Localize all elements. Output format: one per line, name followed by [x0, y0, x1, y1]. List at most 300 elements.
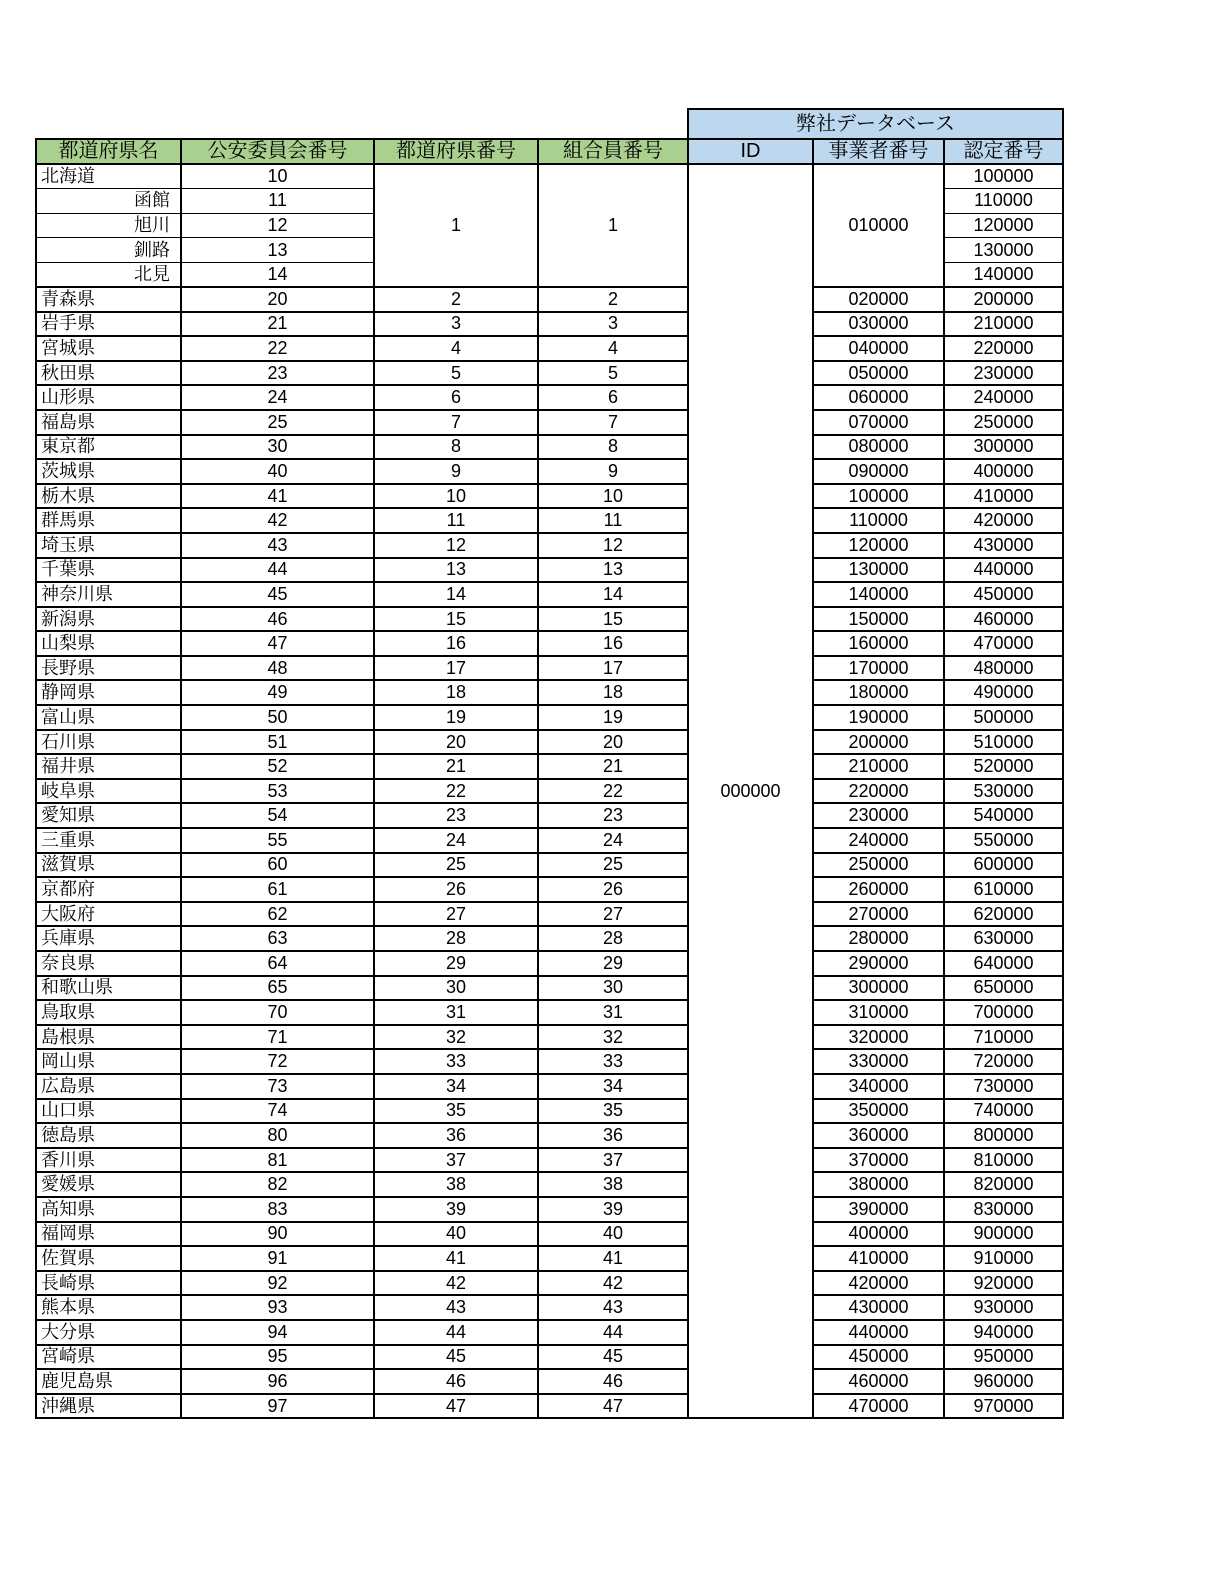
- prefecture-name-cell: 茨城県: [36, 459, 181, 484]
- police-commission-number-cell: 91: [181, 1246, 374, 1271]
- prefecture-number-cell: 4: [374, 336, 538, 361]
- prefecture-name-cell: 新潟県: [36, 607, 181, 632]
- table-row: [36, 1049, 1063, 1074]
- table-row: [36, 558, 1063, 583]
- col-header-prefecture-name: 都道府県名: [36, 139, 181, 164]
- prefecture-name-cell: 北見: [36, 262, 181, 287]
- table-row: [36, 1099, 1063, 1124]
- police-commission-number-cell: 21: [181, 312, 374, 337]
- business-number-cell: 140000: [813, 582, 944, 607]
- prefecture-name-cell: 沖縄県: [36, 1394, 181, 1419]
- table-row: [36, 1345, 1063, 1370]
- police-commission-number-cell: 70: [181, 1000, 374, 1025]
- prefecture-name-cell: 京都府: [36, 877, 181, 902]
- member-number-cell: 34: [538, 1074, 688, 1099]
- table-row: [36, 1074, 1063, 1099]
- police-commission-number-cell: 49: [181, 680, 374, 705]
- police-commission-number-cell: 44: [181, 558, 374, 583]
- table-row: [36, 508, 1063, 533]
- member-number-cell: 41: [538, 1246, 688, 1271]
- prefecture-name-cell: 神奈川県: [36, 582, 181, 607]
- business-number-cell: 220000: [813, 779, 944, 804]
- police-commission-number-cell: 71: [181, 1025, 374, 1050]
- police-commission-number-cell: 12: [181, 213, 374, 238]
- prefecture-number-cell: 42: [374, 1271, 538, 1296]
- business-number-cell: 300000: [813, 976, 944, 1001]
- business-number-cell: 320000: [813, 1025, 944, 1050]
- col-header-police-commission-number: 公安委員会番号: [181, 139, 374, 164]
- member-number-cell: 4: [538, 336, 688, 361]
- prefecture-number-cell: 14: [374, 582, 538, 607]
- member-number-cell: 8: [538, 435, 688, 460]
- member-number-cell: 2: [538, 287, 688, 312]
- member-number-cell: 36: [538, 1123, 688, 1148]
- certification-number-cell: 500000: [944, 705, 1063, 730]
- prefecture-number-cell: 31: [374, 1000, 538, 1025]
- col-header-business-number: 事業者番号: [813, 139, 944, 164]
- certification-number-cell: 420000: [944, 508, 1063, 533]
- member-number-cell: 9: [538, 459, 688, 484]
- prefecture-name-cell: 秋田県: [36, 361, 181, 386]
- police-commission-number-cell: 93: [181, 1295, 374, 1320]
- table-row: [36, 533, 1063, 558]
- prefecture-number-cell: 41: [374, 1246, 538, 1271]
- table-row: [36, 582, 1063, 607]
- table-row: [36, 1222, 1063, 1247]
- business-number-cell: 390000: [813, 1197, 944, 1222]
- prefecture-number-cell: 18: [374, 680, 538, 705]
- certification-number-cell: 640000: [944, 951, 1063, 976]
- prefecture-name-cell: 埼玉県: [36, 533, 181, 558]
- business-number-cell: 380000: [813, 1172, 944, 1197]
- business-number-cell: 350000: [813, 1099, 944, 1124]
- prefecture-number-cell: 27: [374, 902, 538, 927]
- police-commission-number-cell: 46: [181, 607, 374, 632]
- prefecture-number-cell: 19: [374, 705, 538, 730]
- table-row: [36, 1197, 1063, 1222]
- member-number-cell: 10: [538, 484, 688, 509]
- prefecture-number-sheet: [35, 108, 1064, 1419]
- prefecture-number-cell: 7: [374, 410, 538, 435]
- member-number-cell: 7: [538, 410, 688, 435]
- prefecture-name-cell: 愛知県: [36, 803, 181, 828]
- member-number-cell: 43: [538, 1295, 688, 1320]
- prefecture-name-cell: 岩手県: [36, 312, 181, 337]
- prefecture-name-cell: 香川県: [36, 1148, 181, 1173]
- business-number-cell: 310000: [813, 1000, 944, 1025]
- member-number-cell: 6: [538, 385, 688, 410]
- table-row: [36, 705, 1063, 730]
- business-number-cell: 200000: [813, 730, 944, 755]
- prefecture-number-cell: 3: [374, 312, 538, 337]
- certification-number-cell: 470000: [944, 631, 1063, 656]
- certification-number-cell: 740000: [944, 1099, 1063, 1124]
- certification-number-cell: 730000: [944, 1074, 1063, 1099]
- prefecture-number-cell: 47: [374, 1394, 538, 1419]
- police-commission-number-cell: 24: [181, 385, 374, 410]
- prefecture-number-cell: 34: [374, 1074, 538, 1099]
- prefecture-number-cell: 45: [374, 1345, 538, 1370]
- police-commission-number-cell: 41: [181, 484, 374, 509]
- business-number-cell: 070000: [813, 410, 944, 435]
- prefecture-number-cell: 35: [374, 1099, 538, 1124]
- business-number-cell: 340000: [813, 1074, 944, 1099]
- table-row: [36, 754, 1063, 779]
- prefecture-name-cell: 佐賀県: [36, 1246, 181, 1271]
- certification-number-cell: 250000: [944, 410, 1063, 435]
- business-number-cell: 430000: [813, 1295, 944, 1320]
- business-number-cell: 360000: [813, 1123, 944, 1148]
- prefecture-number-cell: 1: [374, 164, 538, 287]
- business-number-cell: 450000: [813, 1345, 944, 1370]
- prefecture-number-cell: 44: [374, 1320, 538, 1345]
- business-number-cell: 370000: [813, 1148, 944, 1173]
- table-row: [36, 779, 1063, 804]
- member-number-cell: 1: [538, 164, 688, 287]
- police-commission-number-cell: 23: [181, 361, 374, 386]
- business-number-cell: 090000: [813, 459, 944, 484]
- prefecture-name-cell: 千葉県: [36, 558, 181, 583]
- prefecture-number-cell: 30: [374, 976, 538, 1001]
- certification-number-cell: 480000: [944, 656, 1063, 681]
- member-number-cell: 37: [538, 1148, 688, 1173]
- certification-number-cell: 610000: [944, 877, 1063, 902]
- certification-number-cell: 430000: [944, 533, 1063, 558]
- prefecture-name-cell: 福井県: [36, 754, 181, 779]
- business-number-cell: 250000: [813, 853, 944, 878]
- prefecture-number-cell: 29: [374, 951, 538, 976]
- police-commission-number-cell: 11: [181, 189, 374, 214]
- prefecture-name-cell: 長野県: [36, 656, 181, 681]
- prefecture-number-cell: 15: [374, 607, 538, 632]
- certification-number-cell: 700000: [944, 1000, 1063, 1025]
- certification-number-cell: 900000: [944, 1222, 1063, 1247]
- member-number-cell: 16: [538, 631, 688, 656]
- certification-number-cell: 970000: [944, 1394, 1063, 1419]
- business-number-cell: 470000: [813, 1394, 944, 1419]
- prefecture-number-cell: 39: [374, 1197, 538, 1222]
- certification-number-cell: 450000: [944, 582, 1063, 607]
- member-number-cell: 19: [538, 705, 688, 730]
- prefecture-number-cell: 40: [374, 1222, 538, 1247]
- header-spacer: [36, 109, 688, 139]
- prefecture-number-table: [35, 108, 1064, 1419]
- member-number-cell: 3: [538, 312, 688, 337]
- certification-number-cell: 960000: [944, 1369, 1063, 1394]
- member-number-cell: 40: [538, 1222, 688, 1247]
- certification-number-cell: 630000: [944, 926, 1063, 951]
- business-number-cell: 410000: [813, 1246, 944, 1271]
- member-number-cell: 21: [538, 754, 688, 779]
- prefecture-name-cell: 栃木県: [36, 484, 181, 509]
- business-number-cell: 010000: [813, 164, 944, 287]
- member-number-cell: 45: [538, 1345, 688, 1370]
- certification-number-cell: 600000: [944, 853, 1063, 878]
- prefecture-name-cell: 奈良県: [36, 951, 181, 976]
- business-number-cell: 330000: [813, 1049, 944, 1074]
- col-header-id: ID: [688, 139, 813, 164]
- police-commission-number-cell: 20: [181, 287, 374, 312]
- prefecture-number-cell: 13: [374, 558, 538, 583]
- prefecture-number-cell: 23: [374, 803, 538, 828]
- prefecture-number-cell: 6: [374, 385, 538, 410]
- prefecture-name-cell: 北海道: [36, 164, 181, 189]
- certification-number-cell: 110000: [944, 189, 1063, 214]
- table-row: [36, 1148, 1063, 1173]
- prefecture-number-cell: 17: [374, 656, 538, 681]
- table-row: [36, 680, 1063, 705]
- prefecture-number-cell: 38: [374, 1172, 538, 1197]
- business-number-cell: 440000: [813, 1320, 944, 1345]
- member-number-cell: 32: [538, 1025, 688, 1050]
- prefecture-name-cell: 石川県: [36, 730, 181, 755]
- table-row: [36, 1172, 1063, 1197]
- prefecture-number-cell: 9: [374, 459, 538, 484]
- table-row: [36, 1123, 1063, 1148]
- prefecture-name-cell: 宮城県: [36, 336, 181, 361]
- police-commission-number-cell: 48: [181, 656, 374, 681]
- police-commission-number-cell: 25: [181, 410, 374, 435]
- business-number-cell: 160000: [813, 631, 944, 656]
- business-number-cell: 420000: [813, 1271, 944, 1296]
- table-row: [36, 385, 1063, 410]
- certification-number-cell: 410000: [944, 484, 1063, 509]
- member-number-cell: 46: [538, 1369, 688, 1394]
- police-commission-number-cell: 61: [181, 877, 374, 902]
- police-commission-number-cell: 22: [181, 336, 374, 361]
- prefecture-number-cell: 5: [374, 361, 538, 386]
- certification-number-cell: 650000: [944, 976, 1063, 1001]
- certification-number-cell: 530000: [944, 779, 1063, 804]
- prefecture-name-cell: 大阪府: [36, 902, 181, 927]
- police-commission-number-cell: 83: [181, 1197, 374, 1222]
- table-row: [36, 312, 1063, 337]
- police-commission-number-cell: 82: [181, 1172, 374, 1197]
- prefecture-number-cell: 28: [374, 926, 538, 951]
- business-number-cell: 190000: [813, 705, 944, 730]
- police-commission-number-cell: 13: [181, 238, 374, 263]
- business-number-cell: 280000: [813, 926, 944, 951]
- group-header-database: 弊社データベース: [688, 109, 1063, 139]
- prefecture-name-cell: 宮崎県: [36, 1345, 181, 1370]
- certification-number-cell: 710000: [944, 1025, 1063, 1050]
- prefecture-number-cell: 8: [374, 435, 538, 460]
- prefecture-name-cell: 旭川: [36, 213, 181, 238]
- prefecture-name-cell: 滋賀県: [36, 853, 181, 878]
- table-row: [36, 877, 1063, 902]
- table-row: [36, 336, 1063, 361]
- police-commission-number-cell: 10: [181, 164, 374, 189]
- business-number-cell: 100000: [813, 484, 944, 509]
- member-number-cell: 39: [538, 1197, 688, 1222]
- prefecture-name-cell: 大分県: [36, 1320, 181, 1345]
- business-number-cell: 180000: [813, 680, 944, 705]
- business-number-cell: 080000: [813, 435, 944, 460]
- member-number-cell: 20: [538, 730, 688, 755]
- certification-number-cell: 100000: [944, 164, 1063, 189]
- prefecture-name-cell: 和歌山県: [36, 976, 181, 1001]
- business-number-cell: 150000: [813, 607, 944, 632]
- table-row: [36, 1246, 1063, 1271]
- table-row: [36, 951, 1063, 976]
- member-number-cell: 5: [538, 361, 688, 386]
- business-number-cell: 210000: [813, 754, 944, 779]
- prefecture-name-cell: 鳥取県: [36, 1000, 181, 1025]
- prefecture-number-cell: 12: [374, 533, 538, 558]
- table-row: [36, 926, 1063, 951]
- business-number-cell: 240000: [813, 828, 944, 853]
- col-header-prefecture-number: 都道府県番号: [374, 139, 538, 164]
- member-number-cell: 12: [538, 533, 688, 558]
- prefecture-name-cell: 富山県: [36, 705, 181, 730]
- business-number-cell: 260000: [813, 877, 944, 902]
- table-row: [36, 631, 1063, 656]
- police-commission-number-cell: 97: [181, 1394, 374, 1419]
- prefecture-number-cell: 25: [374, 853, 538, 878]
- table-row: [36, 287, 1063, 312]
- table-row: [36, 484, 1063, 509]
- business-number-cell: 170000: [813, 656, 944, 681]
- police-commission-number-cell: 43: [181, 533, 374, 558]
- police-commission-number-cell: 72: [181, 1049, 374, 1074]
- certification-number-cell: 830000: [944, 1197, 1063, 1222]
- member-number-cell: 25: [538, 853, 688, 878]
- table-row: [36, 803, 1063, 828]
- certification-number-cell: 440000: [944, 558, 1063, 583]
- prefecture-name-cell: 島根県: [36, 1025, 181, 1050]
- police-commission-number-cell: 52: [181, 754, 374, 779]
- certification-number-cell: 920000: [944, 1271, 1063, 1296]
- column-header-row: [36, 139, 1063, 164]
- member-number-cell: 29: [538, 951, 688, 976]
- certification-number-cell: 140000: [944, 262, 1063, 287]
- business-number-cell: 060000: [813, 385, 944, 410]
- member-number-cell: 26: [538, 877, 688, 902]
- prefecture-number-cell: 10: [374, 484, 538, 509]
- member-number-cell: 31: [538, 1000, 688, 1025]
- certification-number-cell: 940000: [944, 1320, 1063, 1345]
- business-number-cell: 130000: [813, 558, 944, 583]
- business-number-cell: 020000: [813, 287, 944, 312]
- member-number-cell: 47: [538, 1394, 688, 1419]
- table-row: [36, 656, 1063, 681]
- prefecture-number-cell: 33: [374, 1049, 538, 1074]
- table-row: [36, 730, 1063, 755]
- member-number-cell: 44: [538, 1320, 688, 1345]
- certification-number-cell: 520000: [944, 754, 1063, 779]
- member-number-cell: 30: [538, 976, 688, 1001]
- prefecture-name-cell: 長崎県: [36, 1271, 181, 1296]
- police-commission-number-cell: 94: [181, 1320, 374, 1345]
- table-row: [36, 853, 1063, 878]
- business-number-cell: 230000: [813, 803, 944, 828]
- member-number-cell: 22: [538, 779, 688, 804]
- table-row: [36, 1295, 1063, 1320]
- prefecture-number-cell: 26: [374, 877, 538, 902]
- certification-number-cell: 800000: [944, 1123, 1063, 1148]
- member-number-cell: 13: [538, 558, 688, 583]
- prefecture-name-cell: 東京都: [36, 435, 181, 460]
- member-number-cell: 35: [538, 1099, 688, 1124]
- business-number-cell: 290000: [813, 951, 944, 976]
- member-number-cell: 33: [538, 1049, 688, 1074]
- prefecture-number-cell: 2: [374, 287, 538, 312]
- prefecture-name-cell: 愛媛県: [36, 1172, 181, 1197]
- table-row: [36, 828, 1063, 853]
- prefecture-name-cell: 函館: [36, 189, 181, 214]
- member-number-cell: 23: [538, 803, 688, 828]
- prefecture-number-cell: 32: [374, 1025, 538, 1050]
- police-commission-number-cell: 50: [181, 705, 374, 730]
- police-commission-number-cell: 14: [181, 262, 374, 287]
- police-commission-number-cell: 63: [181, 926, 374, 951]
- prefecture-number-cell: 21: [374, 754, 538, 779]
- certification-number-cell: 200000: [944, 287, 1063, 312]
- prefecture-number-cell: 24: [374, 828, 538, 853]
- certification-number-cell: 510000: [944, 730, 1063, 755]
- table-row: [36, 607, 1063, 632]
- police-commission-number-cell: 73: [181, 1074, 374, 1099]
- prefecture-number-cell: 16: [374, 631, 538, 656]
- table-row: [36, 1369, 1063, 1394]
- business-number-cell: 050000: [813, 361, 944, 386]
- certification-number-cell: 230000: [944, 361, 1063, 386]
- certification-number-cell: 220000: [944, 336, 1063, 361]
- police-commission-number-cell: 40: [181, 459, 374, 484]
- prefecture-name-cell: 群馬県: [36, 508, 181, 533]
- police-commission-number-cell: 65: [181, 976, 374, 1001]
- certification-number-cell: 620000: [944, 902, 1063, 927]
- table-row: [36, 976, 1063, 1001]
- prefecture-name-cell: 福岡県: [36, 1222, 181, 1247]
- prefecture-number-cell: 43: [374, 1295, 538, 1320]
- col-header-member-number: 組合員番号: [538, 139, 688, 164]
- business-number-cell: 040000: [813, 336, 944, 361]
- member-number-cell: 14: [538, 582, 688, 607]
- table-row: [36, 1000, 1063, 1025]
- police-commission-number-cell: 54: [181, 803, 374, 828]
- certification-number-cell: 910000: [944, 1246, 1063, 1271]
- prefecture-name-cell: 兵庫県: [36, 926, 181, 951]
- certification-number-cell: 930000: [944, 1295, 1063, 1320]
- police-commission-number-cell: 96: [181, 1369, 374, 1394]
- table-row: [36, 902, 1063, 927]
- table-row: [36, 1271, 1063, 1296]
- id-cell: 000000: [688, 164, 813, 1418]
- member-number-cell: 28: [538, 926, 688, 951]
- prefecture-name-cell: 福島県: [36, 410, 181, 435]
- business-number-cell: 030000: [813, 312, 944, 337]
- business-number-cell: 400000: [813, 1222, 944, 1247]
- member-number-cell: 38: [538, 1172, 688, 1197]
- table-row: [36, 1025, 1063, 1050]
- prefecture-name-cell: 高知県: [36, 1197, 181, 1222]
- table-row: [36, 1394, 1063, 1419]
- police-commission-number-cell: 47: [181, 631, 374, 656]
- table-row: [36, 410, 1063, 435]
- certification-number-cell: 400000: [944, 459, 1063, 484]
- business-number-cell: 120000: [813, 533, 944, 558]
- certification-number-cell: 950000: [944, 1345, 1063, 1370]
- certification-number-cell: 820000: [944, 1172, 1063, 1197]
- member-number-cell: 18: [538, 680, 688, 705]
- police-commission-number-cell: 51: [181, 730, 374, 755]
- member-number-cell: 24: [538, 828, 688, 853]
- member-number-cell: 17: [538, 656, 688, 681]
- certification-number-cell: 720000: [944, 1049, 1063, 1074]
- prefecture-number-cell: 46: [374, 1369, 538, 1394]
- member-number-cell: 27: [538, 902, 688, 927]
